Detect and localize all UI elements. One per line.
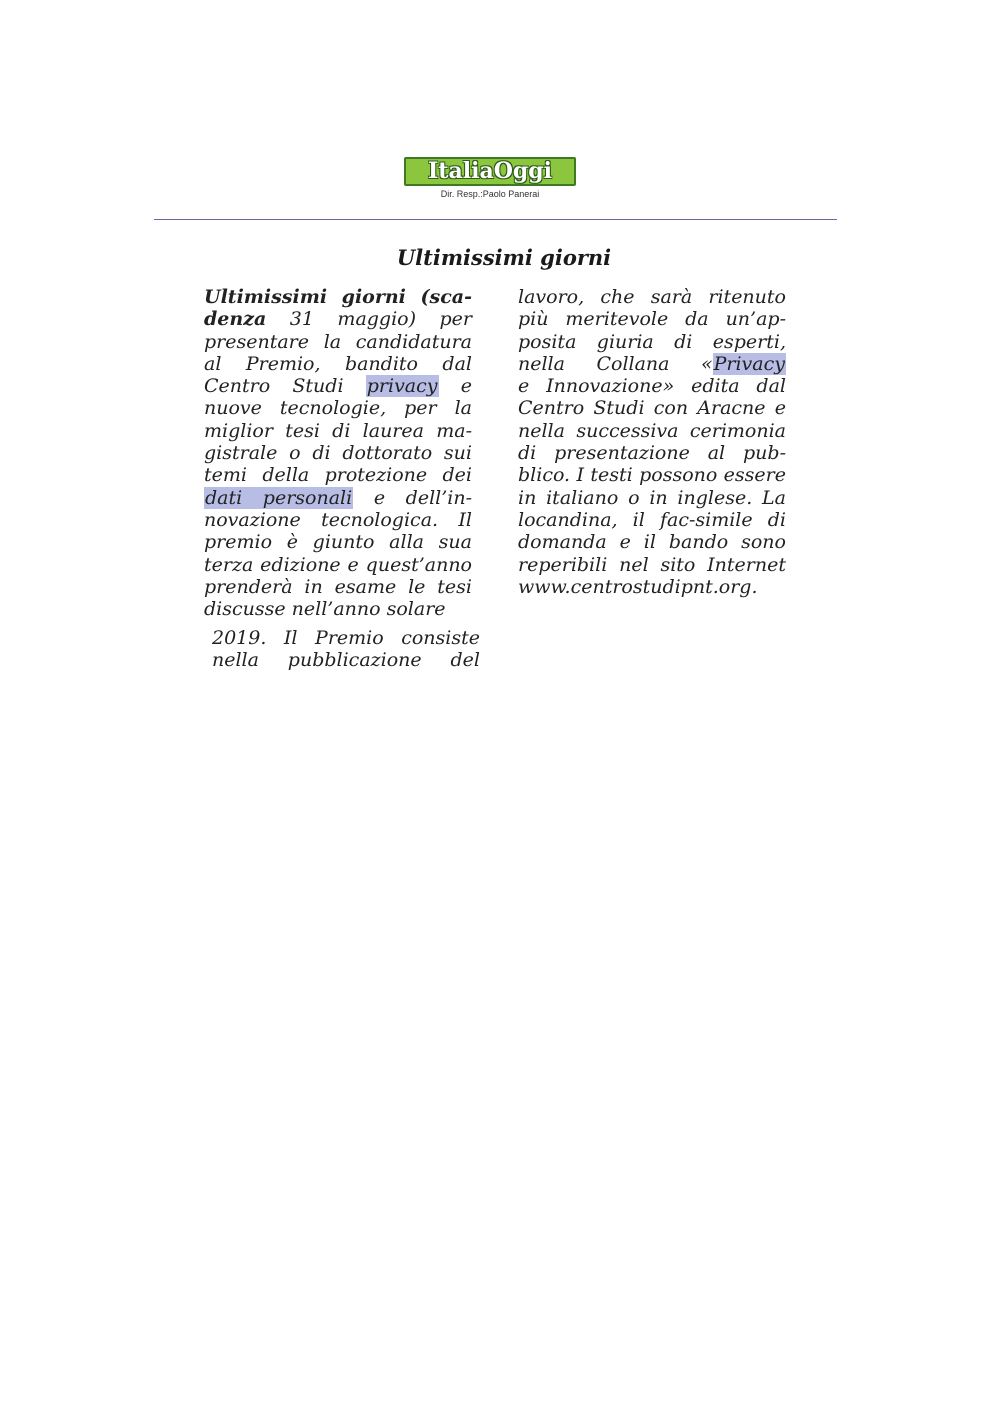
text-span: temi della protezione dei (204, 464, 472, 487)
text-span: nella successiva cerimonia (518, 419, 786, 442)
text-span: gistrale o di dottorato sui (204, 442, 472, 465)
italiaoggi-logo (404, 157, 576, 186)
text-line (518, 286, 786, 308)
text-line (518, 531, 786, 553)
text-line (204, 353, 472, 375)
text-line (518, 509, 786, 531)
text-span: presentare la candidatura (204, 330, 472, 353)
article-column-2 (518, 286, 786, 598)
text-span: posita giuria di esperti, (518, 330, 786, 353)
highlighted-term: privacy (366, 375, 438, 398)
text-span: 2019. Il Premio consiste (212, 627, 480, 649)
text-line (518, 397, 786, 419)
article-column-1-continuation (212, 627, 480, 672)
text-line (204, 420, 472, 442)
text-span: discusse nell’anno solare (204, 598, 446, 621)
text-span: blico. I testi possono essere (518, 464, 786, 487)
text-span: prenderà in esame le tesi (204, 575, 472, 598)
text-line (518, 420, 786, 442)
text-line (518, 375, 786, 397)
text-line (518, 487, 786, 509)
text-line (212, 627, 480, 649)
text-line (204, 487, 472, 509)
text-span: reperibili nel sito Internet (518, 553, 786, 576)
text-line (204, 531, 472, 553)
text-span: miglior tesi di laurea ma- (204, 419, 472, 442)
article-column-1 (204, 286, 472, 620)
text-line (518, 331, 786, 353)
text-span: 31 maggio) per (266, 308, 472, 331)
text-line (204, 331, 472, 353)
text-span: locandina, il fac-simile di (518, 508, 786, 531)
text-line (518, 442, 786, 464)
text-span: lavoro, che sarà ritenuto (518, 286, 786, 308)
text-line (204, 442, 472, 464)
text-span: al Premio, bandito dal (204, 352, 472, 375)
text-span: domanda e il bando sono (518, 531, 786, 554)
text-span: più meritevole da un’ap- (518, 308, 786, 331)
logo-text: ItaliaOggi (428, 158, 552, 184)
text-span: terza edizione e quest’anno (204, 553, 472, 576)
bold-lead-text: Ultimissimi giorni (sca- (204, 286, 472, 308)
text-line (204, 286, 472, 308)
text-line (518, 464, 786, 486)
text-span: nella pubblicazione del (212, 649, 480, 672)
text-span: e (438, 375, 472, 398)
text-line (518, 554, 786, 576)
bold-lead-text: denza (204, 308, 267, 331)
text-line (518, 308, 786, 330)
text-span: e dell’in- (353, 486, 473, 509)
text-line (204, 598, 472, 620)
text-span: e Innovazione» edita dal (518, 375, 786, 398)
text-span: nuove tecnologie, per la (204, 397, 472, 420)
highlighted-term: dati personali (205, 486, 353, 509)
text-line (204, 308, 472, 330)
text-span: www.centrostudipnt.org. (518, 575, 758, 598)
director-line: Dir. Resp.:Paolo Panerai (440, 189, 540, 199)
text-span: Centro Studi con Aracne e (518, 397, 786, 420)
text-span: premio è giunto alla sua (204, 531, 472, 554)
text-span: di presentazione al pub- (518, 442, 786, 465)
text-line (518, 353, 786, 375)
text-line (518, 576, 786, 598)
text-span: nella Collana « (518, 352, 713, 375)
text-line (212, 649, 480, 671)
text-line (204, 509, 472, 531)
text-line (204, 576, 472, 598)
text-line (204, 375, 472, 397)
text-span: in italiano o in inglese. La (518, 486, 786, 509)
text-line (204, 554, 472, 576)
article-headline: Ultimissimi giorni (396, 245, 612, 270)
text-span: novazione tecnologica. Il (204, 508, 472, 531)
header-rule (154, 219, 837, 220)
text-line (204, 397, 472, 419)
text-span: Centro Studi (204, 375, 366, 398)
highlighted-term: Privacy (713, 352, 785, 375)
text-line (204, 464, 472, 486)
